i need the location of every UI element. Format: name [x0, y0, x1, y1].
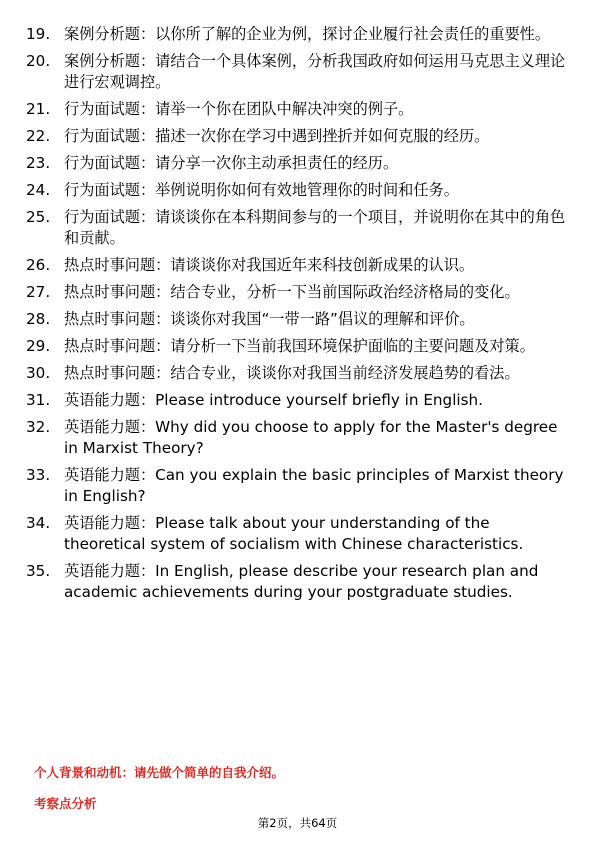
question-text: 行为面试题：请举一个你在团队中解决冲突的例子。 [64, 100, 414, 118]
page-number: 第2页，共64页 [257, 816, 338, 830]
question-number: 34. [26, 514, 51, 532]
question-text: 热点时事问题：请谈谈你对我国近年来科技创新成果的认识。 [64, 256, 475, 274]
section-subheading: 考察点分析 [34, 796, 97, 811]
question-number: 28. [26, 310, 51, 328]
question-text: 行为面试题：请分享一次你主动承担责任的经历。 [64, 154, 399, 172]
question-text: 热点时事问题：结合专业，分析一下当前国际政治经济格局的变化。 [64, 283, 520, 301]
question-number: 19. [26, 25, 51, 43]
question-item [26, 513, 566, 555]
question-item [26, 51, 566, 93]
question-number: 23. [26, 154, 51, 172]
question-number: 20. [26, 52, 51, 70]
question-number: 26. [26, 256, 51, 274]
question-item [26, 282, 566, 303]
question-number: 21. [26, 100, 51, 118]
question-item [26, 465, 566, 507]
question-item [26, 561, 566, 603]
question-text: 英语能力题：In English, please describe your research plan and academic achievements during your postgraduate studies. [64, 562, 539, 601]
question-number: 35. [26, 562, 51, 580]
question-text: 案例分析题：请结合一个具体案例，分析我国政府如何运用马克思主义理论进行宏观调控。 [64, 52, 566, 91]
question-number: 25. [26, 208, 51, 226]
question-text: 行为面试题：举例说明你如何有效地管理你的时间和任务。 [64, 181, 459, 199]
question-number: 29. [26, 337, 51, 355]
question-text: 英语能力题：Can you explain the basic principles of Marxist theory in English? [64, 466, 564, 505]
question-item [26, 255, 566, 276]
question-text: 英语能力题：Please talk about your understanding of the theoretical system of socialism with Chinese characteristics. [64, 514, 524, 553]
question-item [26, 363, 566, 384]
question-item [26, 126, 566, 147]
question-number: 33. [26, 466, 51, 484]
question-item [26, 153, 566, 174]
question-item [26, 207, 566, 249]
question-text: 热点时事问题：结合专业，谈谈你对我国当前经济发展趋势的看法。 [64, 364, 520, 382]
question-number: 27. [26, 283, 51, 301]
question-number: 31. [26, 391, 51, 409]
question-text: 热点时事问题：谈谈你对我国“一带一路”倡议的理解和评价。 [64, 310, 475, 328]
question-text: 行为面试题：请谈谈你在本科期间参与的一个项目，并说明你在其中的角色和贡献。 [64, 208, 566, 247]
question-number: 30. [26, 364, 51, 382]
question-text: 行为面试题：描述一次你在学习中遇到挫折并如何克服的经历。 [64, 127, 490, 145]
question-number: 24. [26, 181, 51, 199]
question-item [26, 309, 566, 330]
question-item [26, 390, 566, 411]
question-number: 32. [26, 418, 51, 436]
question-item [26, 24, 566, 45]
question-item [26, 180, 566, 201]
question-number: 22. [26, 127, 51, 145]
question-text: 英语能力题：Why did you choose to apply for the Master's degree in Marxist Theory? [64, 418, 558, 457]
question-text: 案例分析题：以你所了解的企业为例，探讨企业履行社会责任的重要性。 [64, 25, 550, 43]
question-item [26, 336, 566, 357]
question-list [26, 24, 566, 609]
question-item [26, 99, 566, 120]
question-text: 热点时事问题：请分析一下当前我国环境保护面临的主要问题及对策。 [64, 337, 535, 355]
question-text: 英语能力题：Please introduce yourself briefly in English. [64, 391, 483, 409]
section-heading: 个人背景和动机：请先做个简单的自我介绍。 [34, 765, 285, 780]
question-item [26, 417, 566, 459]
